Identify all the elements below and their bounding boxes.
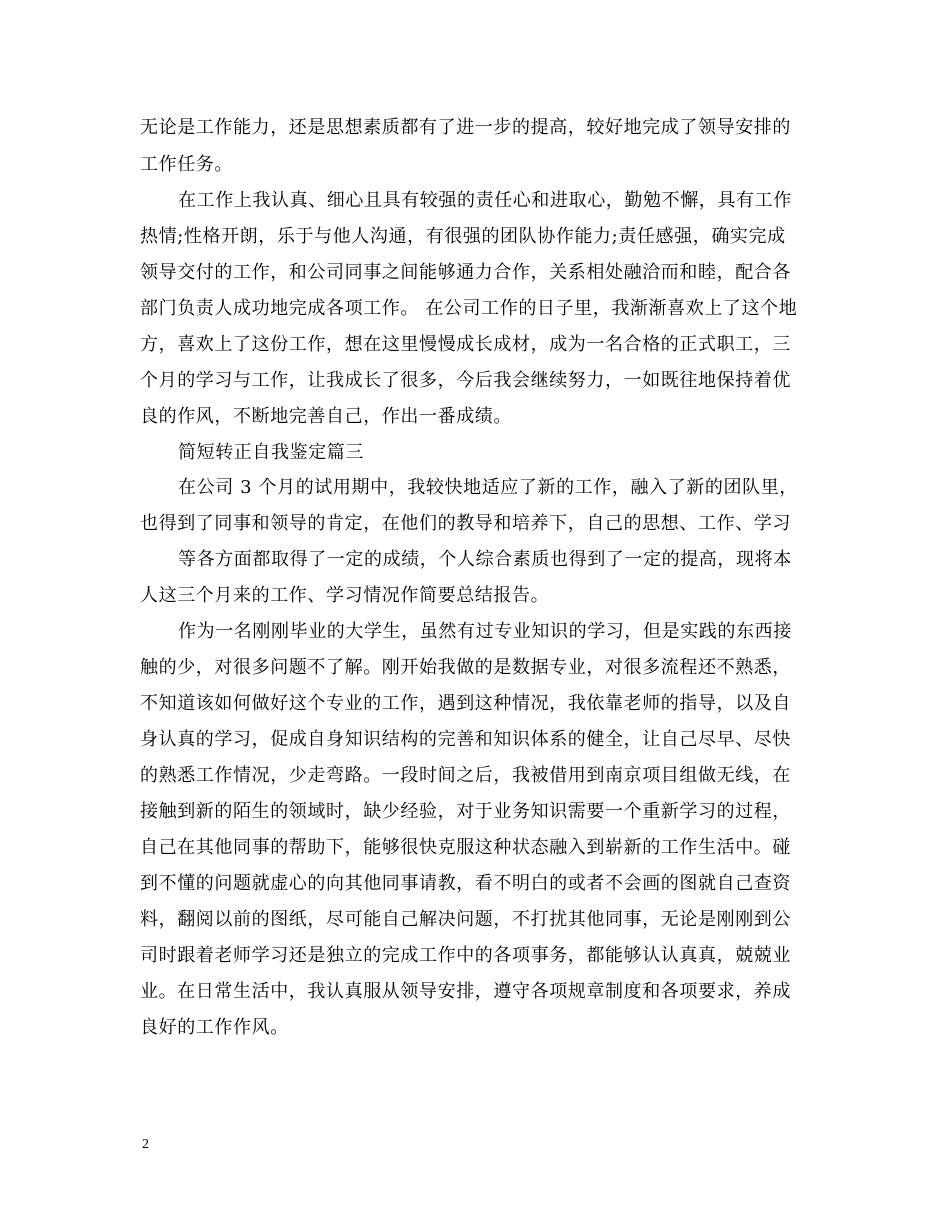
text-line: 作为一名刚刚毕业的大学生，虽然有过专业知识的学习，但是实践的东西接: [178, 621, 792, 642]
text-line: 在公司 3 个月的试用期中，我较快地适应了新的工作，融入了新的团队里，: [178, 477, 798, 498]
text-line: 司时跟着老师学习还是独立的完成工作中的各项事务，都能够认认真真，兢兢业: [140, 945, 791, 966]
text-line: 不知道该如何做好这个专业的工作，遇到这种情况，我依靠老师的指导，以及自: [140, 693, 791, 714]
text-line: 良好的工作作风。: [140, 1017, 289, 1038]
text-line: 良的作风，不断地完善自己，作出一番成绩。: [140, 406, 512, 427]
text-line: 触的少，对很多问题不了解。刚开始我做的是数据专业，对很多流程还不熟悉，: [140, 657, 791, 678]
text-line: 无论是工作能力，还是思想素质都有了进一步的提高，较好地完成了领导安排的: [140, 117, 791, 138]
section-heading: 简短转正自我鉴定篇三: [178, 442, 364, 463]
text-line: 个月的学习与工作，让我成长了很多，今后我会继续努力，一如既往地保持着优: [140, 370, 791, 391]
text-line: 等各方面都取得了一定的成绩，个人综合素质也得到了一定的提高，现将本: [178, 549, 792, 570]
text-line: 料，翻阅以前的图纸，尽可能自己解决问题，不打扰其他同事，无论是刚刚到公: [140, 909, 791, 930]
text-line: 在工作上我认真、细心且具有较强的责任心和进取心，勤勉不懈，具有工作: [178, 190, 792, 211]
text-line: 热情;性格开朗，乐于与他人沟通，有很强的团队协作能力;责任感强，确实完成: [140, 226, 786, 247]
text-line: 身认真的学习，促成自身知识结构的完善和知识体系的健全，让自己尽早、尽快: [140, 729, 791, 750]
text-line: 方，喜欢上了这份工作，想在这里慢慢成长成材，成为一名合格的正式职工，三: [140, 334, 791, 355]
text-line: 接触到新的陌生的领域时，缺少经验，对于业务知识需要一个重新学习的过程，: [140, 801, 791, 822]
text-line: 部门负责人成功地完成各项工作。 在公司工作的日子里，我渐渐喜欢上了这个地: [140, 298, 798, 319]
text-line: 工作任务。: [140, 154, 233, 175]
text-line: 的熟悉工作情况，少走弯路。一段时间之后，我被借用到南京项目组做无线，在: [140, 765, 791, 786]
text-line: 领导交付的工作，和公司同事之间能够通力合作，关系相处融洽而和睦，配合各: [140, 262, 791, 283]
text-line: 也得到了同事和领导的肯定，在他们的教导和培养下，自己的思想、工作、学习: [140, 513, 791, 534]
text-line: 到不懂的问题就虚心的向其他同事请教，看不明白的或者不会画的图就自己查资: [140, 873, 791, 894]
page-number: 2: [142, 1137, 149, 1152]
text-line: 人这三个月来的工作、学习情况作简要总结报告。: [140, 585, 550, 606]
text-line: 自己在其他同事的帮助下，能够很快克服这种状态融入到崭新的工作生活中。碰: [140, 837, 791, 858]
text-line: 业。在日常生活中，我认真服从领导安排，遵守各项规章制度和各项要求，养成: [140, 981, 791, 1002]
